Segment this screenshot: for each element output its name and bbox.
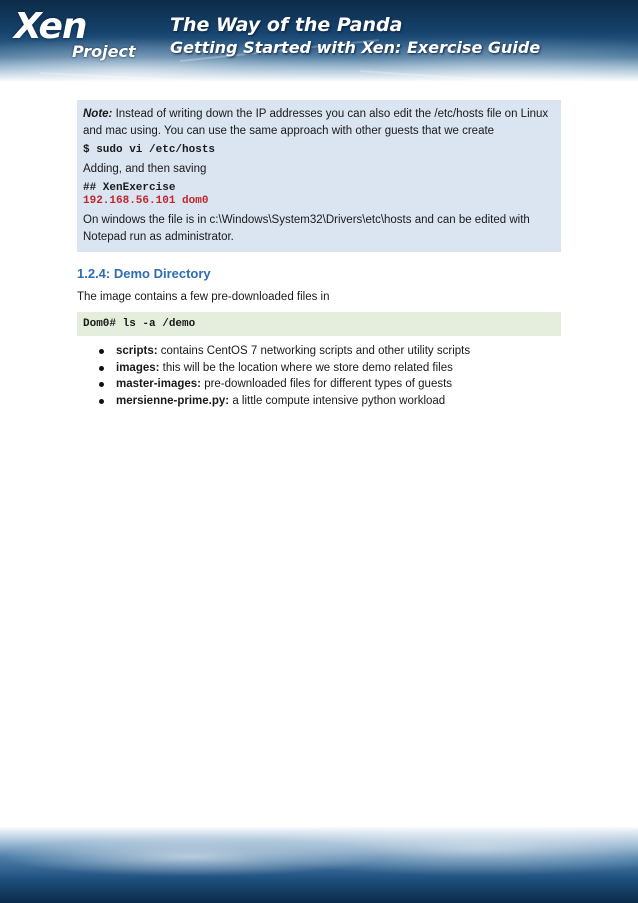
banner-title: The Way of the Panda xyxy=(170,14,403,36)
list-item-desc: pre-downloaded files for different types of guests xyxy=(201,378,453,390)
xen-project-logo xyxy=(10,6,160,62)
section-heading: 1.2.4: Demo Directory xyxy=(77,266,211,281)
logo-project-text: Project xyxy=(72,42,136,61)
demo-file-list xyxy=(96,343,470,409)
adding-text: Adding, and then saving xyxy=(83,163,207,175)
list-item-desc: a little compute intensive python workload xyxy=(229,394,446,407)
list-item xyxy=(96,343,470,360)
note-box xyxy=(77,100,561,252)
note-paragraph xyxy=(83,106,555,140)
list-item-desc: this will be the location where we store demo related files xyxy=(159,361,453,374)
list-item-term: images: xyxy=(116,361,160,374)
header-banner xyxy=(0,0,638,82)
list-item xyxy=(96,376,470,393)
bullet-icon xyxy=(99,366,104,371)
list-item-term: master-images: xyxy=(116,378,202,390)
bullet-icon xyxy=(99,399,104,404)
note-text: Instead of writing down the IP addresses you can also edit the /etc/hosts file on Linux and mac using. You can use the same approach with other guests that we create xyxy=(83,108,549,137)
windows-hosts-text: On windows the file is in c:\Windows\System32\Drivers\etc\hosts and can be edited with Notepad run as administrator. xyxy=(83,214,530,243)
hosts-edit-command: $ sudo vi /etc/hosts xyxy=(83,144,216,156)
note-label: Note: xyxy=(83,108,113,120)
list-item xyxy=(96,393,470,410)
logo-xen-text: Xen xyxy=(14,6,87,47)
list-item xyxy=(96,360,470,377)
list-item-desc: contains CentOS 7 networking scripts and other utility scripts xyxy=(157,345,471,357)
bullet-icon xyxy=(99,382,104,387)
hosts-comment-line: ## XenExercise xyxy=(83,182,176,194)
list-item-term: scripts: xyxy=(116,345,158,357)
list-item-term: mersienne-prime.py: xyxy=(116,394,230,407)
ls-demo-command: Dom0# ls -a /demo xyxy=(83,318,196,330)
hosts-entry-line: 192.168.56.101 dom0 xyxy=(83,195,209,207)
section-intro: The image contains a few pre-downloaded files in xyxy=(77,291,330,303)
bullet-icon xyxy=(99,349,104,354)
command-box xyxy=(77,312,561,336)
footer-banner xyxy=(0,826,638,903)
banner-subtitle: Getting Started with Xen: Exercise Guide xyxy=(170,38,541,57)
